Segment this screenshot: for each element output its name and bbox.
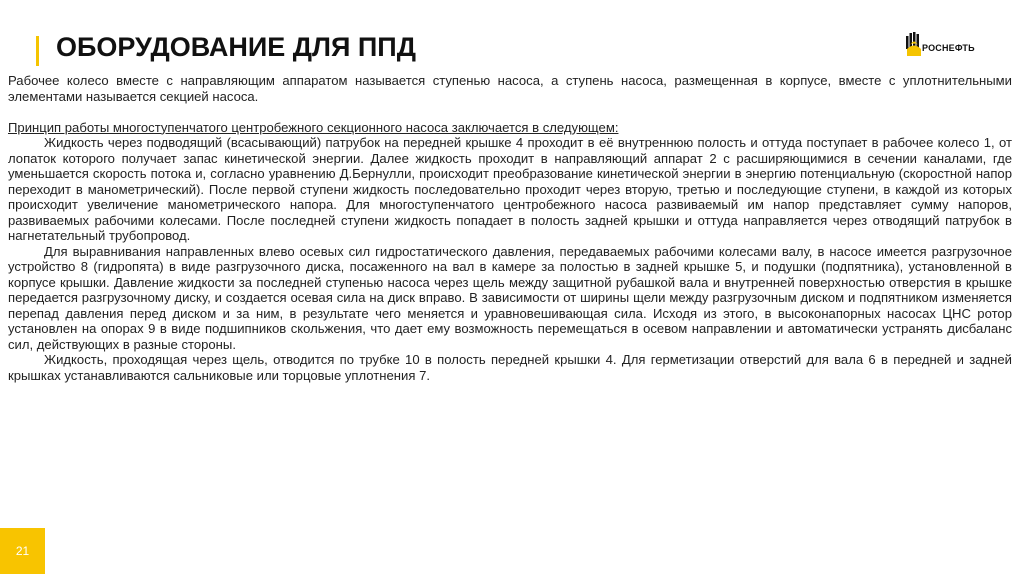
page-number: 21 (0, 528, 45, 574)
intro-paragraph: Рабочее колесо вместе с направляющим аппаратом называется ступенью насоса, а ступень насоса, размещенная в корпусе, вместе с уплотнительными элементами называется секцией насоса. (8, 73, 1012, 104)
title-accent-bar (36, 36, 39, 66)
slide-title: ОБОРУДОВАНИЕ ДЛЯ ППД (56, 32, 416, 62)
logo-wordmark: РОСНЕФТЬ (922, 43, 975, 53)
rosneft-logo (906, 30, 1000, 60)
slide-body (8, 73, 1012, 383)
section-heading: Принцип работы многоступенчатого центробежного секционного насоса заключается в следующем: (8, 119, 619, 135)
body-paragraph: Жидкость, проходящая через щель, отводится по трубке 10 в полость передней крышки 4. Для герметизации отверстий для вала 6 в передней и задней крышках устанавливаются сальниковые или торцовые уплотнения 7. (8, 352, 1012, 383)
rosneft-flame-logo-icon (906, 32, 922, 56)
body-paragraph: Жидкость через подводящий (всасывающий) патрубок на передней крышке 4 проходит в её внутреннюю полость и оттуда поступает в рабочее колесо 1, от лопаток которого получает запас кинетической энергии. Далее жидкость проходит в направляющий аппарат 2 с расширяющимися в сечении каналами, где уменьшается скорость потока и, согласно уравнению Д.Бернулли, происходит преобразование кинетической энергии в энергию потенциальную (скоростной напор переходит в манометрический). После первой ступени жидкость последовательно проходит через вторую, третью и последующие ступени, в каждой из которых происходит увеличение манометрического напора. Для многоступенчатого центробежного насоса развиваемый им напор представляет сумму напоров, развиваемых рабочими колесами. После последней ступени жидкость попадает в полость задней крышки и оттуда направляется через отводящий патрубок в нагнетательный трубопровод. (8, 135, 1012, 243)
body-paragraph: Для выравнивания направленных влево осевых сил гидростатического давления, передаваемых рабочими колесами валу, в насосе имеется разгрузочное устройство 8 (гидропята) в виде разгрузочного диска, посаженного на вал в камере за полостью в задней крышке 5, и подушки (подпятника), установленной в корпусе крышки. Давление жидкости за последней ступенью насоса через щель между защитной рубашкой вала и внутренней поверхностью отверстия в крышке передается разгрузочному диску, и создается осевая сила на диск вправо. В зависимости от ширины щели между разгрузочным диском и подпятником изменяется перепад давления перед диском и за ним, в результате чего меняется и уравновешивающая сила. Исходя из этого, в высоконапорных насосах ЦНС ротор установлен на опорах 9 в виде подшипников скольжения, что дает ему возможность перемещаться в осевом направлении и автоматически устранять дисбаланс сил, действующих в разные стороны. (8, 243, 1012, 352)
